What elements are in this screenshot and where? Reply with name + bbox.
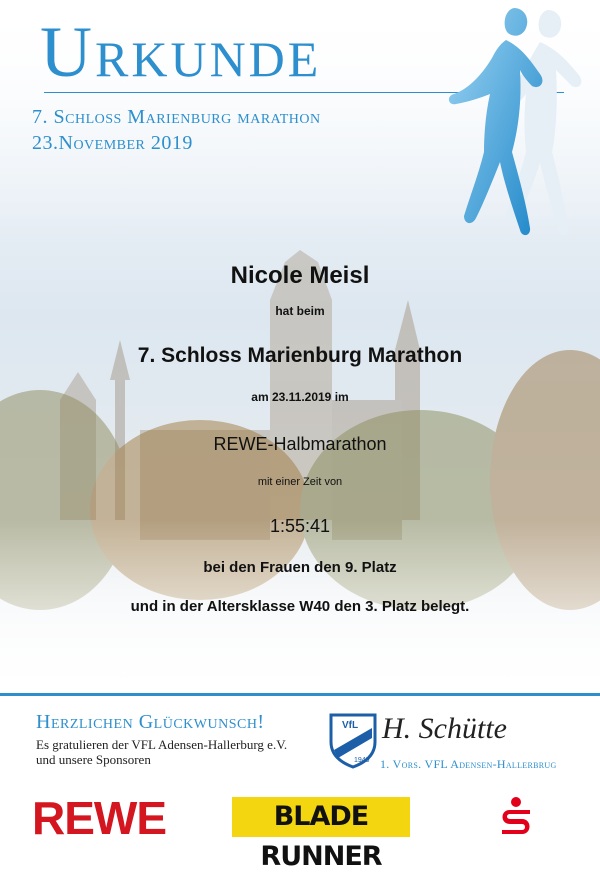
crest-label: VfL [342,720,359,731]
chairman-signature: H. Schütte [382,712,507,745]
vfl-crest-icon [328,712,378,768]
footer-divider [0,693,600,696]
congratulations-text [36,737,287,767]
rewe-logo: REWE [32,792,166,844]
chairman-title: 1. Vors. VFL Adensen-Hallerbrug [380,757,557,771]
runner-silhouette-icon [440,2,590,244]
placement-women: bei den Frauen den 9. Platz [203,559,397,576]
participant-name: Nicole Meisl [230,262,370,289]
congratulations-line-1: Es gratulieren der VFL Adensen-Hallerburg e.V. [36,737,288,752]
blade-runner-label: BLADE RUNNER [260,801,382,872]
placement-age-class: und in der Altersklasse W40 den 3. Platz belegt. [130,598,470,615]
crest-year: 1949 [354,757,370,764]
congratulations-line-2: und unsere Sponsoren [36,752,151,767]
blade-runner-logo [232,797,410,872]
certificate-event-name: 7. Schloss Marienburg Marathon [137,344,463,367]
sparkasse-logo-icon [496,796,536,836]
finish-time: 1:55:41 [269,516,331,536]
certificate-line-hat-beim: hat beim [275,304,325,318]
congratulations-heading: Herzlichen Glückwunsch! [36,711,265,733]
event-subtitle: 7. Schloss Marienburg marathon [32,106,321,128]
event-date: 23.November 2019 [32,132,193,154]
competition-name: REWE-Halbmarathon [213,434,387,454]
certificate-date-line: am 23.11.2019 im [251,390,349,404]
time-intro: mit einer Zeit von [257,476,343,488]
certificate-title: Urkunde [40,12,322,92]
